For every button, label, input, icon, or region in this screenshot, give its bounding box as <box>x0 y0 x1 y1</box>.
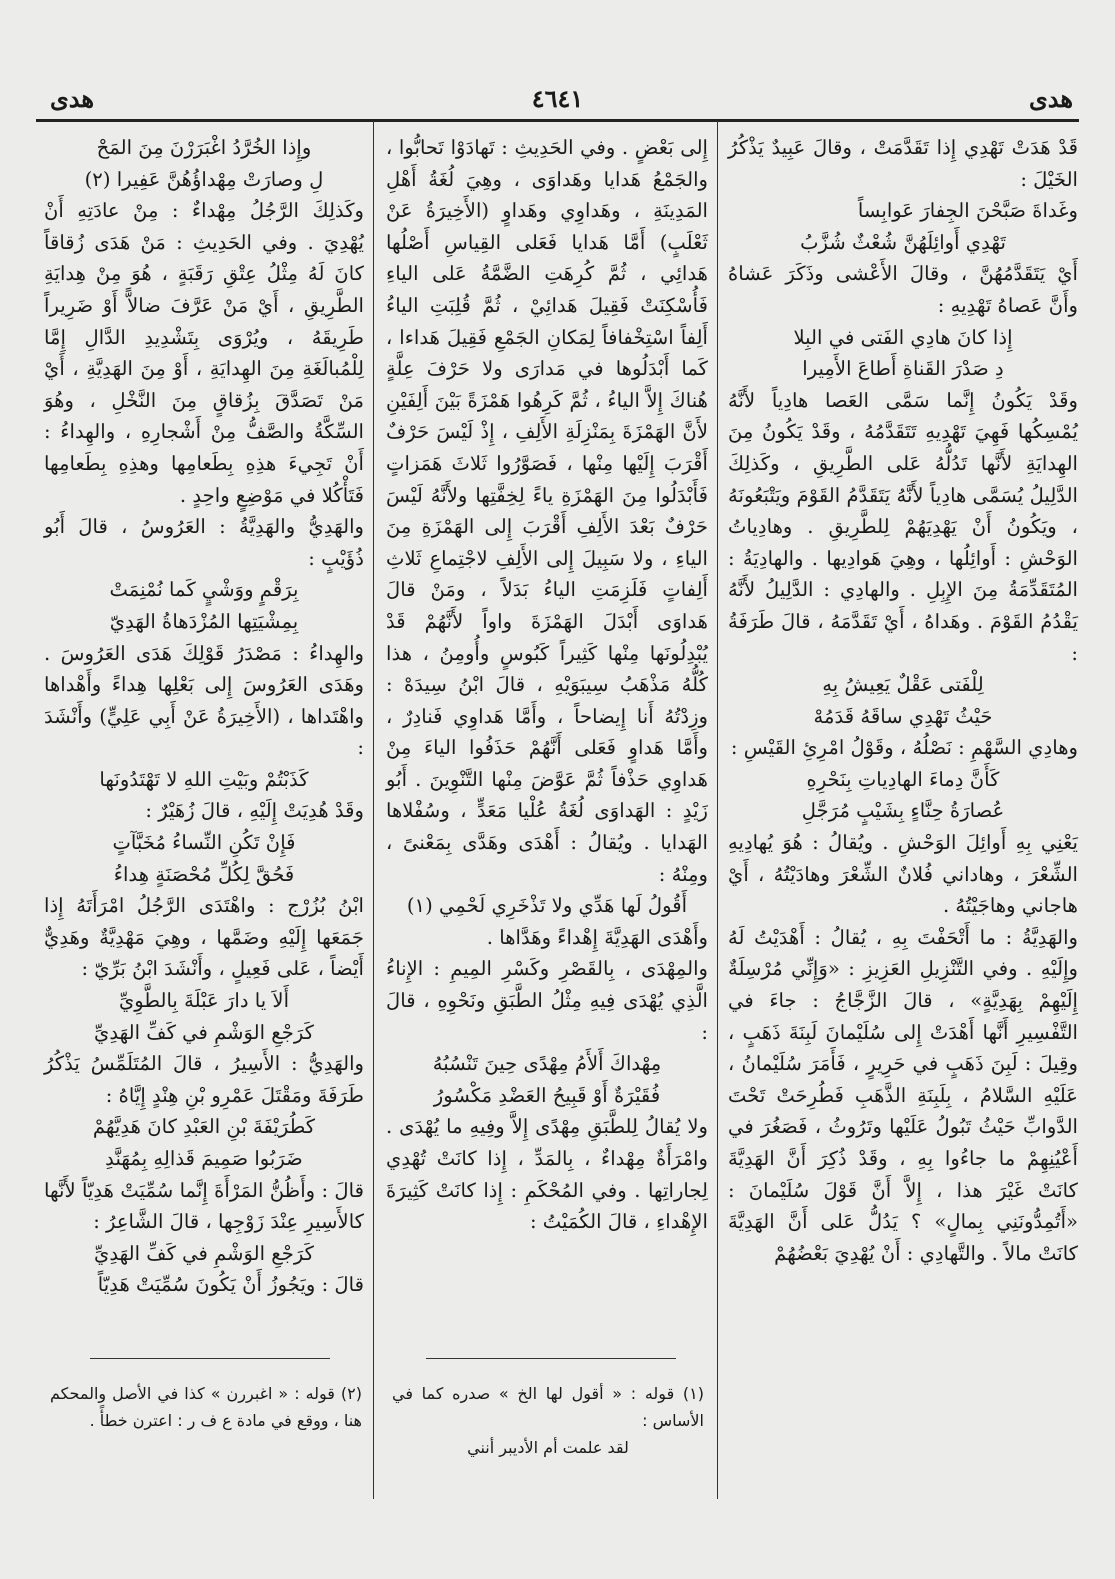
paragraph: وهادِي السَّهْمِ : نَصْلُهُ ، وقَوْلُ امْرِئِ القَيْسِ : <box>730 736 1078 760</box>
paragraph: والهَدِيَّةُ : ما أَتْحَفْتَ بِهِ ، يُقالُ : أَهْدَيْتُ لَهُ وإِلَيْهِ . وفي التَّنْزِيلِ العَزِيزِ : «وَإِنِّي مُرْسِلَةٌ إِلَيْهِمْ بِهَدِيَّةٍ» ، قالَ الزَّجَّاجُ : جاءَ في التَّفْسِيرِ أَنَّها أَهْدَتْ إِلى سُلَيْمانَ لَبِنَةَ ذَهَبٍ ، وقِيلَ : لَبِنَ ذَهَبٍ في حَرِيرٍ ، فَأَمَرَ سُلَيْمانُ ، عَلَيْهِ السَّلامُ ، بِلَبِنَةِ الذَّهَبِ فَطُرِحَتْ تَحْتَ الدَّوابِّ حَيْثُ تَبُولُ عَلَيْها وتَرُوثُ ، فَصَغُرَ في أَعْيُنِهِمْ ما جاءُوا بِهِ ، وقَدْ ذُكِرَ أَنَّ الهَدِيَّةَ كانَتْ غَيْرَ هذا ، إِلاَّ أَنَّ قَوْلَ سُلَيْمانَ : «أَتُمِدُّونَنِي بِمالٍ» ؟ يَدُلُّ عَلى أَنَّ الهَدِيَّةَ كانَتْ مالاً . والتَّهادِي : أَنْ يُهْدِيَ بَعْضُهُمْ <box>728 925 1078 1265</box>
verse-line: كَرَجْعِ الوَشْمِ في كَفِّ الهَدِيِّ <box>94 1020 314 1044</box>
verse-line: فَحُقَّ لِكُلِّ مُحْصَنَةٍ هِداءُ <box>113 862 295 886</box>
verse-line: أَقُولُ لَها هَدِّي ولا تَذْخَرِي لَحْمِي (١) <box>406 894 688 918</box>
footnote-middle <box>392 1380 704 1461</box>
verse-line: عُصارَةُ حِنَّاءٍ بِشَيْبٍ مُرَجَّلِ <box>801 799 1005 823</box>
verse-line: أَلاَ يا دارَ عَبْلَةَ بِالطَّوِيِّ <box>118 989 290 1013</box>
paragraph: والهَدِيُّ والهَدِيَّةُ : العَرُوسُ ، قالَ أَبُو ذُؤَيْبٍ : <box>44 515 364 570</box>
footnote-left <box>50 1380 362 1434</box>
text-column-left <box>44 132 364 1301</box>
paragraph: ولا يُقالُ لِلطَّبَقِ مِهْدًى إِلاَّ وفِيهِ ما يُهْدَى . وامْرَأَةٌ مِهْداءٌ ، بِالمَدِّ ، إِذا كانَتْ تُهْدِي لِجاراتِها . وفي المُحْكَمِ : إِذا كانَتْ كَثِيرَةَ الإِهْداءِ ، قالَ الكُمَيْتُ : <box>386 1115 708 1234</box>
verse-line: كَرَجْعِ الوَشْمِ في كَفِّ الهَدِيِّ <box>94 1241 314 1265</box>
verse-line: لِ وصارَتْ مِهْداؤُهُنَّ عَفِيرا (٢) <box>84 167 324 191</box>
paragraph: قالَ : ويَجُوزُ أَنْ يَكُونَ سُمِّيَتْ هَدِيّاً <box>97 1273 364 1297</box>
paragraph: إِلى بَعْضٍ . وفي الحَدِيثِ : تَهادَوْا تَحابُّوا ، والجَمْعُ هَدايا وهَداوَى ، وهِيَ لُغَةُ أَهْلِ المَدِينَةِ ، وهَداوِي وهَداوٍ (الأَخِيرَةُ عَنْ ثَعْلَبٍ) أَمَّا هَدايا فَعَلى القِياسِ أَصْلُها هَدائِي ، ثُمَّ كُرِهَتِ الضَّمَّةُ عَلى الياءِ فَأُسْكِنَتْ فَقِيلَ هَدائِيْ ، ثُمَّ قُلِبَتِ الياءُ أَلِفاً اسْتِخْفافاً لِمَكانِ الجَمْعِ فَقِيلَ هَداءا ، كَما أَبْدَلُوها في مَدارَى ولا حَرْفَ عِلَّةٍ هُناكَ إِلاَّ الياءُ ، ثُمَّ كَرِهُوا هَمْزَةً بَيْنَ أَلِفَيْنِ لأَنَّ الهَمْزَةَ بِمَنْزِلَةِ الأَلِفِ ، إِذْ لَيْسَ حَرْفٌ أَقْرَبَ إِلَيْها مِنْها ، فَصَوَّرُوا ثَلاثَ هَمَزاتٍ فَأَبْدَلُوا مِنَ الهَمْزَةِ ياءً لِخِفَّتِها ولأَنَّهُ لَيْسَ حَرْفٌ بَعْدَ الأَلِفِ أَقْرَبَ إِلى الهَمْزَةِ مِنَ الياءِ ، ولا سَبِيلَ إِلى الأَلِفِ لاجْتِماعِ ثَلاثِ أَلِفاتٍ فَلَزِمَتِ الياءُ بَدَلاً ، ومَنْ قالَ هَداوَى أَبْدَلَ الهَمْزَةَ واواً لأَنَّهُمْ قَدْ يُبْدِلُونَها مِنْها كَثِيراً كَبُوسٍ وأُومِنُ ، هذا كُلُّهُ مَذْهَبُ سِيبَوَيْهِ ، قالَ ابْنُ سِيدَهْ : وزِدْتُهُ أَنا إِيضاحاً ، وأَمَّا هَداوِي فَنادِرٌ ، وأَمَّا هَداوٍ فَعَلى أَنَّهُمْ حَذَفُوا الياءَ مِنْ هَداوِي حَذْفاً ثُمَّ عَوَّضَ مِنْها التَّنْوِينَ . أَبُو زَيْدٍ : الهَداوَى لُغَةُ عُلْيا مَعَدٍّ ، وسُفْلاها الهَدايا . ويُقالُ : أَهْدَى وهَدَّى بِمَعْنىً ، ومِنْهُ : <box>386 136 708 886</box>
column-divider-left <box>373 121 374 1499</box>
footnote-text: (٢) قوله : « اغبررن » كذا في الأصل والمحكم هنا ، ووقع في مادة ع ف ر : اعترن خطأً . <box>50 1384 362 1430</box>
paragraph: والمِهْدَى ، بِالقَصْرِ وكَسْرِ المِيمِ : الإِناءُ الَّذِي يُهْدَى فِيهِ مِثْلُ الطَّبَقِ ونَحْوِهِ ، قالَ : <box>386 957 708 1044</box>
paragraph: وغَداةَ صَبَّحْنَ الجِفارَ عَوابِساً <box>857 199 1078 223</box>
verse-line: كَذَبْتُمْ وبَيْتِ اللهِ لا تَهْتَدُونَها <box>99 767 309 791</box>
paragraph: يَعْنِي بِهِ أَوائِلَ الوَحْشِ . ويُقالُ : هُوَ يُهادِيهِ الشِّعْرَ ، وهاداني فُلانٌ الشِّعْرَ وهادَيْتُهُ ، أَيْ هاجاني وهاجَيْتُهُ . <box>728 831 1078 918</box>
verse-line: بِمِشْيَتِها المُزْدَهاةُ الهَدِيّ <box>109 609 299 633</box>
verse-line: ضَرَبُوا صَمِيمَ قَذالِهِ بِمُهَنَّدِ <box>105 1147 303 1170</box>
paragraph: والهَدِيُّ : الأَسِيرُ ، قالَ المُتَلَمِّسُ يَذْكُرُ طَرَفَةَ ومَقْتَلَ عَمْرِو بْنِ هِنْدٍ إِيَّاهُ : <box>44 1052 364 1107</box>
running-head-left: هدى <box>50 84 95 113</box>
text-column-middle <box>386 132 708 1238</box>
paragraph: وقَدْ هُدِيَتْ إِلَيْهِ ، قالَ زُهَيْرٌ : <box>145 799 364 823</box>
paragraph: وكَذلِكَ الرَّجُلُ مِهْداءٌ : مِنْ عادَتِهِ أَنْ يُهْدِيَ . وفي الحَدِيثِ : مَنْ هَدَى زُقاقاً كانَ لَهُ مِثْلُ عِتْقِ رَقَبَةٍ ، هُوَ مِنْ هِدايَةِ الطَّرِيقِ ، أَيْ مَنْ عَرَّفَ ضالاًّ أَوْ ضَرِيراً طَرِيقَهُ ، ويُرْوَى بِتَشْدِيدِ الدَّالِ إِمَّا لِلْمُبالَغَةِ مِنَ الهِدايَةِ ، أَوْ مِنَ الهَدِيَّةِ ، أَيْ مَنْ تَصَدَّقَ بِزُقاقٍ مِنَ النَّخْلِ ، وهُوَ السِّكَّةُ والصَّفُّ مِنْ أَشْجارِهِ ، والهِداءُ : أَنْ تَجِيءَ هذِهِ بِطَعامِها وهذِهِ بِطَعامِها فَتَأْكُلا في مَوْضِعٍ واحِدٍ . <box>44 199 364 507</box>
footnote-rule-middle <box>426 1358 676 1359</box>
verse-line: كَطُرَيْفَةَ بْنِ العَبْدِ كانَ هَدِيَّهُمْ <box>92 1115 316 1139</box>
verse-line: فَإِنْ تَكُنِ النِّساءُ مُخَبَّآتٍ <box>112 831 296 855</box>
footnote-text: (١) قوله : « أقول لها الخ » صدره كما في الأساس : <box>392 1384 704 1430</box>
verse-line: حَيْثُ تَهْدِي ساقَهُ قَدَمُهْ <box>813 704 993 728</box>
column-divider-right <box>717 121 718 1499</box>
verse-line: إِذا كانَ هادِي الفَتى في البِلا <box>793 325 1013 349</box>
verse-line: بِرَقْمٍ ووَشْيٍ كَما نُمْنِمَتْ <box>109 578 299 602</box>
page-number: ٤٦٤١ <box>531 84 584 113</box>
verse-line: لِلْفَتى عَقْلٌ يَعِيشُ بِهِ <box>822 673 984 697</box>
text-column-right <box>728 132 1078 1269</box>
verse-line: دِ صَدْرَ القَناةِ أَطاعَ الأَمِيرا <box>802 357 1004 381</box>
verse-line: فُقَيْرَةٌ أَوْ قَبِيحُ العَضْدِ مَكْسُورُ <box>433 1083 661 1107</box>
paragraph: قالَ : وأَظُنُّ المَرْأَةَ إِنَّما سُمِّيَتْ هَدِيّاً لأَنَّها كالأَسِيرِ عِنْدَ زَوْجِها ، قالَ الشَّاعِرُ : <box>44 1178 364 1234</box>
paragraph: أَيْ يَتَقَدَّمُهُنَّ ، وقالَ الأَعْشى وذَكَرَ عَشاهُ وأَنَّ عَصاهُ تَهْدِيهِ : <box>728 262 1078 317</box>
paragraph: قَدْ هَدَتْ تَهْدِي إِذا تَقَدَّمَتْ ، وقالَ عَبِيدٌ يَذْكُرُ الخَيْلَ : <box>728 136 1078 191</box>
header-rule <box>36 119 1079 122</box>
paragraph: وقَدْ يَكُونُ إِنَّما سَمَّى العَصا هادِياً لأَنَّهُ يُمْسِكُها فَهِيَ تَهْدِيهِ تَتَقَدَّمُهُ ، وقَدْ يَكُونُ مِنَ الهِدايَةِ لأَنَّها تَدُلُّهُ عَلى الطَّرِيقِ ، وكَذلِكَ الدَّلِيلُ يُسَمَّى هادِياً لأَنَّهُ يَتَقَدَّمُ القَوْمَ ويَتْبَعُونَهُ ، ويَكُونُ أَنْ يَهْدِيَهُمْ لِلطَّرِيقِ . وهادِياتُ الوَحْشِ : أَوائِلُها ، وهِيَ هَوادِيها . والهادِيَةُ : المُتَقَدِّمَةُ مِنَ الإِبِلِ . والهادِي : الدَّلِيلُ لأَنَّهُ يَقْدُمُ القَوْمَ . وهَداهُ ، أَيْ تَقَدَّمَهُ ، قالَ طَرَفَةُ : <box>728 388 1078 665</box>
footnote-rule-left <box>90 1358 330 1359</box>
paragraph: والهِداءُ : مَصْدَرُ قَوْلِكَ هَدَى العَرُوسَ . وهَدَى العَرُوسَ إِلى بَعْلِها هِداءً وأَهْداها واهْتَداها ، (الأَخِيرَةُ عَنْ أَبِي عَلِيٍّ) وأَنْشَدَ : <box>44 641 364 760</box>
verse-line: كَأَنَّ دِماءَ الهادِياتِ بِنَحْرِهِ <box>806 767 1000 791</box>
paragraph: وأَهْدَى الهَدِيَّةَ إِهْداءً وهَدَّاها . <box>486 925 708 949</box>
verse-line: وإِذا الخُرَّدُ اغْبَرَرْنَ مِنَ المَحْ <box>96 136 312 159</box>
paragraph: ابْنُ بُزُرْج : واهْتَدَى الرَّجُلُ امْرَأَتَهُ إِذا جَمَعَها إِلَيْهِ وضَمَّها ، وهِيَ مَهْدِيَّةٌ وهَدِيٌّ أَيْضاً ، عَلى فَعِيلٍ ، وأَنْشَدَ ابْنُ بَرِّيّ : <box>44 894 364 981</box>
footnote-verse: لقد علمت أم الأديبر أنني <box>467 1438 629 1457</box>
verse-line: تَهْدِي أَوائِلَهُنَّ شُعْثٌ شُزَّبُ <box>800 230 1006 254</box>
running-head-right: هدى <box>1028 84 1073 113</box>
verse-line: مِهْداكَ أَلأَمُ مِهْدًى حِينَ تَنْسُبُهُ <box>432 1052 662 1076</box>
